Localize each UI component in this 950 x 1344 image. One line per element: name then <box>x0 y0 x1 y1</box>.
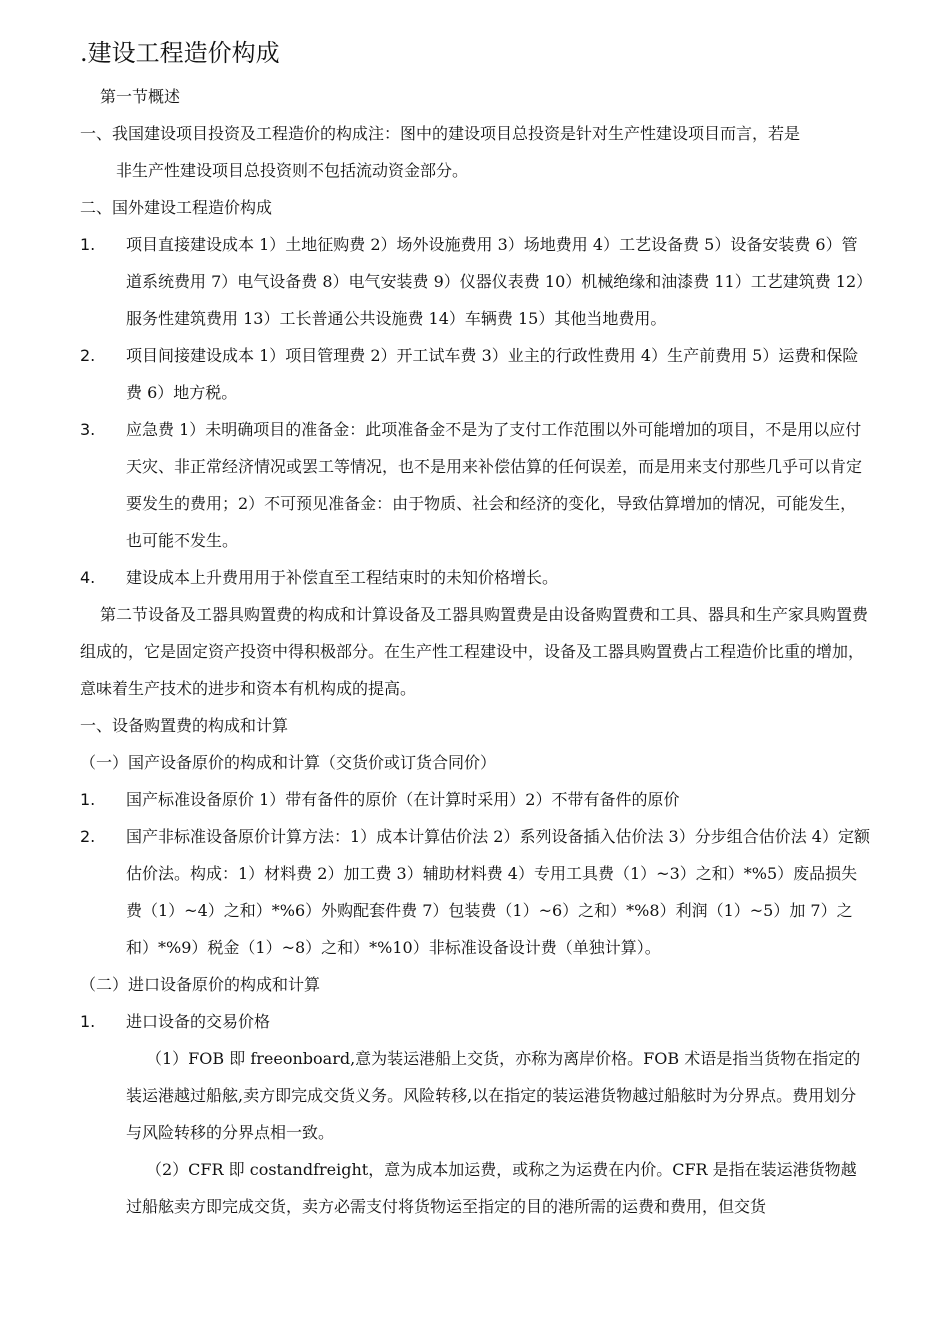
list-item <box>80 781 870 818</box>
list-item <box>80 226 870 337</box>
list-number: 3. <box>80 420 96 439</box>
section-heading-1: 第一节概述 <box>100 87 181 106</box>
list-text: 应急费 1）未明确项目的准备金：此项准备金不是为了支付工作范围以外可能增加的项目，不是用以应付天灾、非正常经济情况或罢工等情况，也不是用来补偿估算的任何误差，而是用来支付那些几乎可以肯定要发生的费用；2）不可预见准备金：由于物质、社会和经济的变化，导致估算增加的情况，可能发生，也可能不发生。 <box>126 420 863 550</box>
paragraph-1 <box>80 115 870 189</box>
list-text: 项目直接建设成本 1）土地征购费 2）场外设施费用 3）场地费用 4）工艺设备费 5）设备安装费 6）管道系统费用 7）电气设备费 8）电气安装费 9）仪器仪表费 10）机械绝缘和油漆费 11）工艺建筑费 12）服务性建筑费用 13）工长普通公共设施费 14）车辆费 15）其他当地费用。 <box>126 235 865 328</box>
list-number: 1. <box>80 235 96 254</box>
list-text: 建设成本上升费用用于补偿直至工程结束时的未知价格增长。 <box>126 568 559 587</box>
fob-paragraph: （1）FOB 即 freeonboard,意为装运港船上交货，亦称为离岸价格。FOB 术语是指当货物在指定的装运港越过船舷,卖方即完成交货义务。风险转移,以在指定的装运港货物越过船舷时为分界点。费用划分与风险转移的分界点相一致。 <box>126 1049 861 1142</box>
paragraph-5: （二）进口设备原价的构成和计算 <box>80 975 321 994</box>
section-heading-2: 第二节设备及工器具购置费的构成和计算设备及工器具购置费是由设备购置费和工具、器具和生产家具购置费组成的，它是固定资产投资中得积极部分。在生产性工程建设中，设备及工器具购置费占工程造价比重的增加，意味着生产技术的进步和资本有机构成的提高。 <box>80 605 869 698</box>
list-text: 项目间接建设成本 1）项目管理费 2）开工试车费 3）业主的行政性费用 4）生产前费用 5）运费和保险费 6）地方税。 <box>126 346 859 402</box>
document-title: .建设工程造价构成 <box>80 39 280 67</box>
list-item <box>80 559 870 596</box>
paragraph-3: 一、设备购置费的构成和计算 <box>80 716 289 735</box>
list-text: 国产标准设备原价 1）带有备件的原价（在计算时采用）2）不带有备件的原价 <box>126 790 680 809</box>
list-item <box>80 818 870 966</box>
list-item <box>80 337 870 411</box>
list-number: 1. <box>80 1012 96 1031</box>
list-number: 2. <box>80 827 96 846</box>
list-number: 1. <box>80 790 96 809</box>
list-number: 2. <box>80 346 96 365</box>
paragraph-1-cont: 非生产性建设项目总投资则不包括流动资金部分。 <box>116 161 469 180</box>
cfr-paragraph: （2）CFR 即 costandfreight，意为成本加运费，或称之为运费在内价。CFR 是指在装运港货物越过船舷卖方即完成交货，卖方必需支付将货物运至指定的目的港所需的运费和费用，但交货 <box>126 1160 857 1216</box>
list-text: 进口设备的交易价格 <box>126 1012 271 1031</box>
list-item <box>80 411 870 559</box>
paragraph-1-text: 一、我国建设项目投资及工程造价的构成注：图中的建设项目总投资是针对生产性建设项目而言，若是 <box>80 124 801 143</box>
paragraph-2: 二、国外建设工程造价构成 <box>80 198 273 217</box>
list-item <box>80 1003 870 1040</box>
list-text: 国产非标准设备原价计算方法：1）成本计算估价法 2）系列设备插入估价法 3）分步组合估价法 4）定额估价法。构成：1）材料费 2）加工费 3）辅助材料费 4）专用工具费（1）~3）之和）*%5）废品损失费（1）~4）之和）*%6）外购配套件费 7）包装费（1）~6）之和）*%8）利润（1）~5）加 7）之和）*%9）税金（1）~8）之和）*%10）非标准设备设计费（单独计算）。 <box>126 827 870 957</box>
paragraph-4: （一）国产设备原价的构成和计算（交货价或订货合同价） <box>80 753 497 772</box>
list-number: 4. <box>80 568 96 587</box>
